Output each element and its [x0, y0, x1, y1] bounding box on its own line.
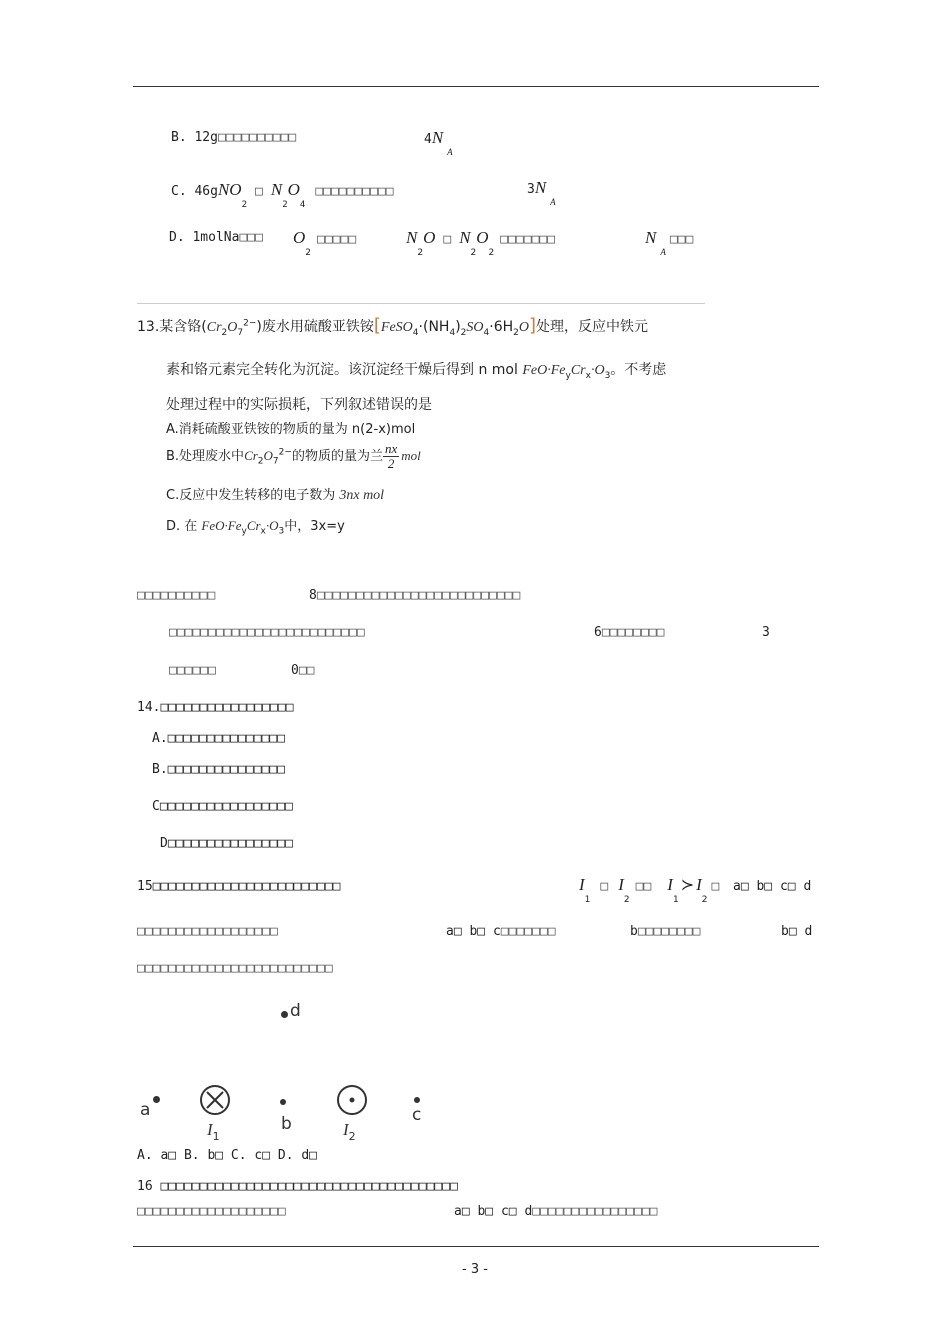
q15-line1: 15□□□□□□□□□□□□□□□□□□□□□□□□	[137, 879, 341, 894]
q12-option-d-o2: $O_2□□□□□$	[293, 228, 357, 258]
q12-option-d-n2o: $N_2O$ □ $N_2O_2□□□□□□□$	[406, 228, 556, 258]
q13-option-d: D. 在 $FeO\cdot Fe_yCr_x\cdot O_3$中，3x=y	[166, 518, 345, 537]
section2-line2b: 6□□□□□□□□	[594, 625, 665, 640]
q15-line2f: b□ d	[781, 924, 813, 939]
footer-rule	[133, 1246, 819, 1247]
q12-option-d: D. 1molNa□□□	[169, 230, 263, 245]
q15-line2a: □□□□□□□□□□□□□□□□□□	[137, 924, 278, 939]
q14-option-b: B.□□□□□□□□□□□□□□□	[152, 762, 286, 777]
section2-line1a: □□□□□□□□□□	[137, 588, 216, 603]
section2-line2d: 3	[762, 625, 770, 640]
q13-option-c: C.反应中发生转移的电子数为 3nx mol	[166, 488, 385, 503]
point-a-dot	[153, 1096, 160, 1103]
q14-stem: 14.□□□□□□□□□□□□□□□□□	[137, 700, 294, 715]
point-c-dot	[414, 1097, 420, 1103]
q14-option-a: A.□□□□□□□□□□□□□□□	[152, 731, 286, 746]
q15-currents: $I_1□$ $I_2□□$ $I_1≻$ $I_2□$	[579, 875, 720, 905]
q15-options: A. a□ B. b□ C. c□ D. d□	[137, 1148, 318, 1163]
q16-line2a: □□□□□□□□□□□□□□□□□□□	[137, 1204, 286, 1219]
point-b-dot	[280, 1099, 286, 1105]
q13-line1: 13.某含铬$(Cr_2O_7^{2-})$废水用硫酸亚铁铵$[FeSO_4\cdot(NH_4)_2SO_4\cdot 6H_2O]$处理，反应中铁元	[137, 315, 649, 338]
q12-option-b: B. 12g□□□□□□□□□□	[171, 130, 297, 145]
section2-line3a: □□□□□□	[169, 663, 216, 678]
q13-option-b: B.处理废水中$Cr_2O_7^{2-}$的物质的量为兰 $\frac{nx}{2}$ mol	[166, 441, 421, 471]
point-d-label: d	[290, 1001, 301, 1021]
q15-line2b: a□ b□ c□□□□□□□	[446, 924, 556, 939]
current-out-of-page-icon	[337, 1085, 367, 1115]
current-i2-label: $I_2$	[343, 1120, 356, 1143]
q16-line2b: a□ b□ c□ d□□□□□□□□□□□□□□□□	[454, 1204, 658, 1219]
q13-separator	[137, 303, 705, 304]
q13-line2: 素和铬元素完全转化为沉淀。该沉淀经干燥后得到 n mol $FeO\cdot Fe_yCr_x\cdot O_3$。不考虑	[166, 362, 667, 381]
q15-line3: □□□□□□□□□□□□□□□□□□□□□□□□□	[137, 961, 333, 976]
q12-option-d-na: $N_A□□□$	[645, 228, 694, 257]
q14-option-c: C□□□□□□□□□□□□□□□□□	[152, 799, 293, 814]
section2-line3b: 0□□	[291, 663, 315, 678]
current-into-page-icon	[200, 1085, 230, 1115]
q16-line1: 16 □□□□□□□□□□□□□□□□□□□□□□□□□□□□□□□□□□□□□□	[137, 1179, 458, 1194]
point-b-label: b	[281, 1114, 292, 1134]
q12-option-b-value: $4N_A$	[424, 128, 453, 157]
q12-option-c: C. 46gNO$_2$□ $N_2O_4□□□□□□□□□□$	[171, 180, 394, 210]
current-i1-label: $I_1$	[207, 1120, 220, 1143]
q12-option-c-value: $3N_A$	[527, 178, 556, 207]
header-rule	[133, 86, 819, 87]
point-c-label: c	[412, 1105, 422, 1125]
point-a-label: a	[140, 1100, 151, 1120]
q14-option-d: D□□□□□□□□□□□□□□□□	[160, 836, 294, 851]
q15-abcd: a□ b□ c□ d	[733, 879, 812, 894]
q15-line2d: b□□□□□□□□	[630, 924, 701, 939]
q13-line3: 处理过程中的实际损耗，下列叙述错误的是	[166, 397, 432, 413]
point-d-dot	[281, 1011, 288, 1018]
section2-line1b: 8□□□□□□□□□□□□□□□□□□□□□□□□□□	[309, 588, 521, 603]
section2-line2a: □□□□□□□□□□□□□□□□□□□□□□□□□	[169, 625, 365, 640]
page-number: - 3 -	[462, 1262, 488, 1277]
q13-option-a: A.消耗硫酸亚铁铵的物质的量为 n(2-x)mol	[166, 422, 416, 437]
